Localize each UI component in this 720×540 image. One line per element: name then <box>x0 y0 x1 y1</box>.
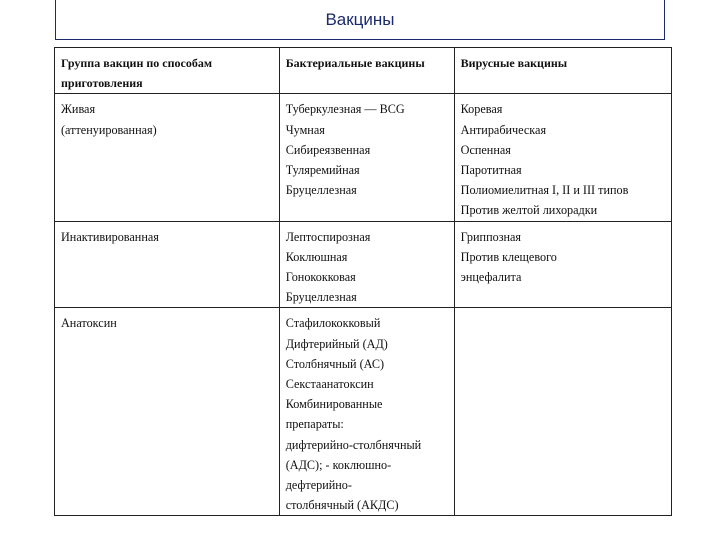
cell-line: Гриппозная <box>460 229 522 244</box>
header-bacterial: Бактериальные вакцины <box>279 48 454 94</box>
cell-line: препараты: <box>285 417 344 432</box>
cell-line: Стафилококковый <box>285 316 381 331</box>
cell-line: столбнячный (АКДС) <box>285 498 399 513</box>
cell-line: Против клещевого <box>460 249 557 264</box>
cell-line: Гонококковая <box>285 270 356 285</box>
cell-line: Бруцеллезная <box>285 183 357 198</box>
table-header-row <box>55 48 672 94</box>
cell-bacterial <box>279 308 454 516</box>
cell-group <box>55 221 280 308</box>
table-row <box>55 221 672 308</box>
cell-line: (аттенуированная) <box>61 122 157 137</box>
cell-line: Секстаанатоксин <box>285 377 374 392</box>
cell-viral <box>454 221 671 308</box>
cell-line: Дифтерийный (АД) <box>285 336 388 351</box>
cell-line: Лептоспирозная <box>285 229 371 244</box>
cell-line: Комбинированные <box>285 397 383 412</box>
cell-line: Столбнячный (АС) <box>285 356 385 371</box>
cell-line: Против желтой лихорадки <box>460 203 598 218</box>
table-row <box>55 308 672 516</box>
cell-group <box>55 308 280 516</box>
cell-line: Живая <box>61 102 96 117</box>
cell-viral <box>454 308 671 516</box>
cell-bacterial <box>279 221 454 308</box>
cell-line: энцефалита <box>460 270 522 285</box>
vaccine-table <box>54 47 672 516</box>
cell-bacterial <box>279 94 454 221</box>
cell-line: (АДС); - коклюшно- <box>285 457 392 472</box>
cell-viral <box>454 94 671 221</box>
cell-line: Инактивированная <box>61 229 159 244</box>
cell-line: дифтерийно-столбнячный <box>285 437 422 452</box>
cell-line: Туберкулезная — BCG <box>285 102 405 117</box>
cell-line: Туляремийная <box>285 163 360 178</box>
cell-line: Антирабическая <box>460 122 547 137</box>
slide-title: Вакцины <box>55 0 665 40</box>
cell-line: Анатоксин <box>61 316 117 331</box>
cell-line: Оспенная <box>460 142 511 157</box>
cell-line: Чумная <box>285 122 325 137</box>
table-row <box>55 94 672 221</box>
cell-line: Коклюшная <box>285 249 348 264</box>
cell-line: дефтерийно- <box>285 478 352 493</box>
cell-line: Сибиреязвенная <box>285 142 371 157</box>
cell-line: Полиомиелитная I, II и III типов <box>460 183 629 198</box>
cell-line: Бруцеллезная <box>285 290 357 305</box>
header-viral: Вирусные вакцины <box>454 48 671 94</box>
cell-line: Коревая <box>460 102 503 117</box>
header-group: Группа вакцин по способам приготовления <box>55 48 280 94</box>
table-body <box>55 94 672 516</box>
cell-line: Паротитная <box>460 163 522 178</box>
cell-group <box>55 94 280 221</box>
